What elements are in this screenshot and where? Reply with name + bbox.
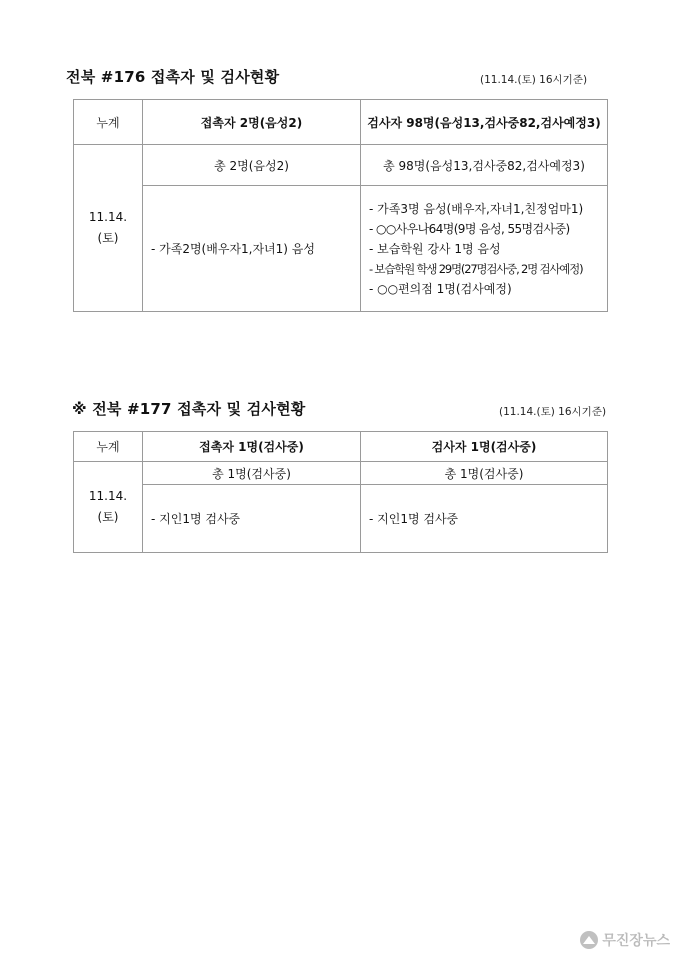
section2-contact-detail: - 지인1명 검사중	[143, 485, 361, 553]
list-item: - 보습학원 학생 29명(27명검사중, 2명 검사예정)	[369, 261, 583, 276]
section1-table	[73, 99, 608, 312]
section2-header-contacts: 접촉자 1명(검사중)	[143, 432, 361, 462]
section1-tested-details	[361, 186, 608, 312]
watermark-text: 무진장뉴스	[602, 933, 670, 949]
section2-total-tested: 총 1명(검사중)	[361, 462, 608, 485]
section1-total-tested: 총 98명(음성13,검사중82,검사예정3)	[361, 145, 608, 186]
list-item: - 보습학원 강사 1명 음성	[369, 241, 501, 256]
section1-date: 11.14.	[88, 210, 128, 224]
section1-contact-detail: - 가족2명(배우자1,자녀1) 음성	[143, 186, 361, 312]
mountain-logo-icon	[580, 931, 598, 949]
section2-day: (토)	[97, 510, 119, 524]
section1-date-cell	[74, 145, 143, 312]
section1-day: (토)	[97, 231, 119, 245]
list-item: - ○○편의점 1명(검사예정)	[369, 281, 512, 296]
section2-date-cell	[74, 462, 143, 553]
section1-title: 전북 #176 접촉자 및 검사현황	[66, 68, 280, 86]
section1-header-cumulative: 누계	[74, 100, 143, 145]
section1-header-tested: 검사자 98명(음성13,검사중82,검사예정3)	[361, 100, 608, 145]
section2-table	[73, 431, 608, 553]
section1-total-contacts: 총 2명(음성2)	[143, 145, 361, 186]
section2-header-tested: 검사자 1명(검사중)	[361, 432, 608, 462]
section2-header-cumulative: 누계	[74, 432, 143, 462]
list-item: - 가족3명 음성(배우자,자녀1,친정엄마1)	[369, 201, 584, 216]
section1-header-contacts: 접촉자 2명(음성2)	[143, 100, 361, 145]
section2-tested-detail: - 지인1명 검사중	[361, 485, 608, 553]
section1-asof: (11.14.(토) 16시기준)	[480, 74, 588, 86]
list-item: - ○○사우나64명(9명 음성, 55명검사중)	[369, 221, 570, 236]
section2-title: ※ 전북 #177 접촉자 및 검사현황	[72, 400, 306, 418]
section2-date: 11.14.	[88, 489, 128, 503]
section2-total-contacts: 총 1명(검사중)	[143, 462, 361, 485]
section2-asof: (11.14.(토) 16시기준)	[499, 406, 607, 418]
watermark	[580, 930, 670, 950]
